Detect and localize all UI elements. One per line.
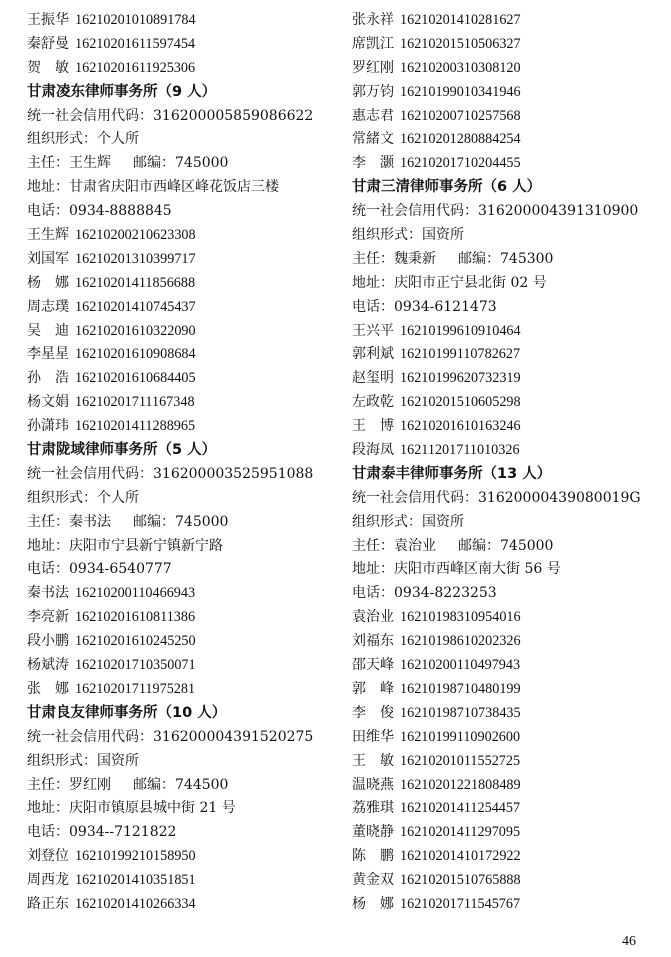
member-row: [27, 320, 347, 344]
address: 地址：甘肃省庆阳市西峰区峰花饭店三楼: [27, 179, 279, 196]
member-row: [352, 702, 671, 726]
license-number: 16210200210623308: [75, 227, 196, 244]
member-name: 赵玺明: [352, 370, 394, 387]
member-row: [27, 296, 347, 320]
member-name: 李星星: [27, 346, 69, 363]
license-number: 16210201410172922: [400, 848, 521, 865]
member-row: [352, 869, 671, 893]
member-row: [27, 893, 347, 917]
member-row: [27, 415, 347, 439]
member-name: 路正东: [27, 895, 69, 912]
license-number: 16210201411856688: [75, 274, 196, 291]
license-number: 16210201510506327: [400, 35, 521, 52]
member-name: 常緒文: [352, 131, 394, 148]
member-name: 王 博: [352, 418, 394, 435]
credit-code: 统一社会信用代码：31620000439080019G: [352, 489, 641, 506]
member-name: 王振华: [27, 12, 69, 28]
director: 主任：魏秉新: [352, 250, 436, 267]
member-name: 杨文娟: [27, 394, 69, 411]
postcode: 邮编：745000: [133, 155, 229, 172]
license-number: 16211201711010326: [400, 442, 520, 459]
license-number: 16210201710204455: [400, 155, 521, 172]
member-row: [27, 248, 347, 272]
member-name: 王兴平: [352, 322, 394, 339]
credit-code: 统一社会信用代码：316200004391520275: [27, 728, 314, 745]
director: 主任：袁治业: [352, 537, 436, 554]
member-name: 李亮新: [27, 609, 69, 626]
member-row: [352, 678, 671, 702]
postcode: 邮编：745000: [458, 537, 554, 554]
member-row: [27, 367, 347, 391]
member-name: 杨斌涛: [27, 657, 69, 674]
license-number: 16210201611925306: [75, 59, 196, 76]
license-number: 16210199210158950: [75, 848, 196, 865]
license-number: 16210201510605298: [400, 394, 521, 411]
director-line: [27, 511, 347, 535]
license-number: 16210199110902600: [400, 728, 521, 745]
license-number: 16210200110497943: [400, 657, 521, 674]
member-name: 袁治业: [352, 609, 394, 626]
member-name: 秦舒曼: [27, 35, 69, 52]
member-row: [352, 797, 671, 821]
director-line: [27, 774, 347, 798]
firm-heading: 甘肃泰丰律师事务所（13 人）: [352, 465, 552, 482]
license-number: 16210201510765888: [400, 872, 521, 889]
firm-heading: 甘肃凌东律师事务所（9 人）: [27, 83, 217, 100]
license-number: 16210199010341946: [400, 83, 521, 100]
member-name: 王 敏: [352, 752, 394, 769]
page-number: 46: [622, 934, 636, 949]
member-row: [27, 654, 347, 678]
member-row: [27, 869, 347, 893]
director-line: [27, 152, 347, 176]
member-row: [27, 845, 347, 869]
left-column: [27, 9, 347, 917]
license-number: 16210198610202326: [400, 633, 521, 650]
license-number: 16210201711167348: [75, 394, 195, 411]
member-row: [352, 654, 671, 678]
license-number: 16210201610163246: [400, 418, 521, 435]
member-row: [352, 774, 671, 798]
director-line: [352, 535, 671, 559]
phone: 电话：0934-8888845: [27, 203, 172, 220]
member-name: 段小鹏: [27, 633, 69, 650]
member-name: 周志璞: [27, 298, 69, 315]
member-row: [27, 630, 347, 654]
credit-code: 统一社会信用代码：316200004391310900: [352, 203, 639, 220]
member-name: 贺 敏: [27, 59, 69, 76]
license-number: 16210201411297095: [400, 824, 521, 841]
license-number: 16210201411254457: [400, 800, 521, 817]
member-name: 郭 峰: [352, 680, 394, 697]
org-form: 组织形式：国资所: [352, 513, 464, 530]
member-name: 温晓燕: [352, 776, 394, 793]
address: 地址：庆阳市镇原县城中街 21 号: [27, 800, 236, 817]
member-row: [352, 415, 671, 439]
postcode: 邮编：744500: [133, 776, 229, 793]
firm-heading: 甘肃陇域律师事务所（5 人）: [27, 442, 217, 459]
member-name: 董晓静: [352, 824, 394, 841]
license-number: 16210200310308120: [400, 59, 521, 76]
license-number: 16210201610245250: [75, 633, 196, 650]
license-number: 16210201610908684: [75, 346, 196, 363]
org-form: 组织形式：个人所: [27, 489, 139, 506]
member-row: [352, 726, 671, 750]
member-row: [27, 582, 347, 606]
member-name: 孙潇玮: [27, 418, 69, 435]
member-name: 张 娜: [27, 680, 69, 697]
address: 地址：庆阳市正宁县北街 02 号: [352, 274, 547, 291]
member-row: [27, 57, 347, 81]
member-row: [27, 606, 347, 630]
member-row: [352, 128, 671, 152]
member-name: 刘福东: [352, 633, 394, 650]
license-number: 16210201410745437: [75, 298, 196, 315]
member-name: 邵天峰: [352, 657, 394, 674]
member-name: 陈 鹏: [352, 848, 394, 865]
license-number: 16210201611597454: [75, 35, 196, 52]
org-form: 组织形式：国资所: [352, 227, 464, 244]
address: 地址：庆阳市西峰区南大街 56 号: [352, 561, 561, 578]
member-row: [27, 343, 347, 367]
credit-code: 统一社会信用代码：316200005859086622: [27, 107, 314, 124]
member-row: [352, 81, 671, 105]
member-row: [352, 821, 671, 845]
director: 主任：王生辉: [27, 155, 111, 172]
member-row: [352, 9, 671, 33]
member-row: [27, 678, 347, 702]
member-name: 段海凤: [352, 442, 394, 459]
member-name: 荔雅琪: [352, 800, 394, 817]
member-row: [27, 224, 347, 248]
license-number: 16210201610684405: [75, 370, 196, 387]
director: 主任：秦书法: [27, 513, 111, 530]
license-number: 16210201710350071: [75, 657, 196, 674]
member-row: [352, 893, 671, 917]
member-name: 郭万钧: [352, 83, 394, 100]
member-row: [352, 750, 671, 774]
director-line: [352, 248, 671, 272]
org-form: 组织形式：国资所: [27, 752, 139, 769]
member-name: 刘国军: [27, 250, 69, 267]
member-row: [352, 630, 671, 654]
member-row: [352, 845, 671, 869]
phone: 电话：0934-8223253: [352, 585, 497, 602]
license-number: 16210201711545767: [400, 895, 521, 912]
license-number: 16210201280884254: [400, 131, 521, 148]
license-number: 16210201410266334: [75, 895, 196, 912]
member-name: 杨 娜: [27, 274, 69, 291]
member-name: 田维华: [352, 728, 394, 745]
right-column: [352, 9, 671, 917]
member-row: [27, 33, 347, 57]
member-name: 李 灏: [352, 155, 394, 172]
license-number: 16210201711975281: [75, 680, 196, 697]
member-row: [352, 367, 671, 391]
license-number: 16210201610811386: [75, 609, 196, 626]
license-number: 16210201010891784: [75, 12, 196, 28]
member-name: 罗红刚: [352, 59, 394, 76]
member-name: 周西龙: [27, 872, 69, 889]
credit-code: 统一社会信用代码：316200003525951088: [27, 465, 314, 482]
license-number: 16210201411288965: [75, 418, 196, 435]
phone: 电话：0934-6540777: [27, 561, 172, 578]
postcode: 邮编：745000: [133, 513, 229, 530]
postcode: 邮编：745300: [458, 250, 554, 267]
phone: 电话：0934-6121473: [352, 298, 497, 315]
member-row: [352, 152, 671, 176]
member-name: 席凯江: [352, 35, 394, 52]
address: 地址：庆阳市宁县新宁镇新宁路: [27, 537, 223, 554]
member-row: [352, 57, 671, 81]
member-name: 惠志君: [352, 107, 394, 124]
license-number: 16210201410351851: [75, 872, 196, 889]
firm-heading: 甘肃良友律师事务所（10 人）: [27, 704, 227, 721]
license-number: 16210201310399717: [75, 250, 196, 267]
member-name: 孙 浩: [27, 370, 69, 387]
member-name: 张永祥: [352, 12, 394, 28]
license-number: 16210199620732319: [400, 370, 521, 387]
member-row: [352, 391, 671, 415]
license-number: 16210199110782627: [400, 346, 521, 363]
license-number: 16210198310954016: [400, 609, 521, 626]
member-name: 郭利斌: [352, 346, 394, 363]
phone: 电话：0934--7121822: [27, 824, 177, 841]
license-number: 16210200710257568: [400, 107, 521, 124]
license-number: 16210200110466943: [75, 585, 196, 602]
license-number: 16210201610322090: [75, 322, 196, 339]
member-row: [27, 9, 347, 33]
member-name: 左政乾: [352, 394, 394, 411]
license-number: 16210199610910464: [400, 322, 521, 339]
member-name: 秦书法: [27, 585, 69, 602]
member-row: [352, 105, 671, 129]
license-number: 16210201410281627: [400, 12, 521, 28]
firm-heading: 甘肃三清律师事务所（6 人）: [352, 179, 542, 196]
member-row: [352, 606, 671, 630]
member-row: [352, 320, 671, 344]
member-row: [27, 391, 347, 415]
member-row: [352, 343, 671, 367]
director: 主任：罗红刚: [27, 776, 111, 793]
member-name: 李 俊: [352, 704, 394, 721]
license-number: 16210201221808489: [400, 776, 521, 793]
member-row: [352, 439, 671, 463]
member-name: 杨 娜: [352, 895, 394, 912]
member-name: 王生辉: [27, 227, 69, 244]
license-number: 16210198710738435: [400, 704, 521, 721]
license-number: 16210201011552725: [400, 752, 521, 769]
member-name: 黄金双: [352, 872, 394, 889]
member-name: 吴 迪: [27, 322, 69, 339]
license-number: 16210198710480199: [400, 680, 521, 697]
member-name: 刘登位: [27, 848, 69, 865]
member-row: [352, 33, 671, 57]
member-row: [27, 272, 347, 296]
org-form: 组织形式：个人所: [27, 131, 139, 148]
